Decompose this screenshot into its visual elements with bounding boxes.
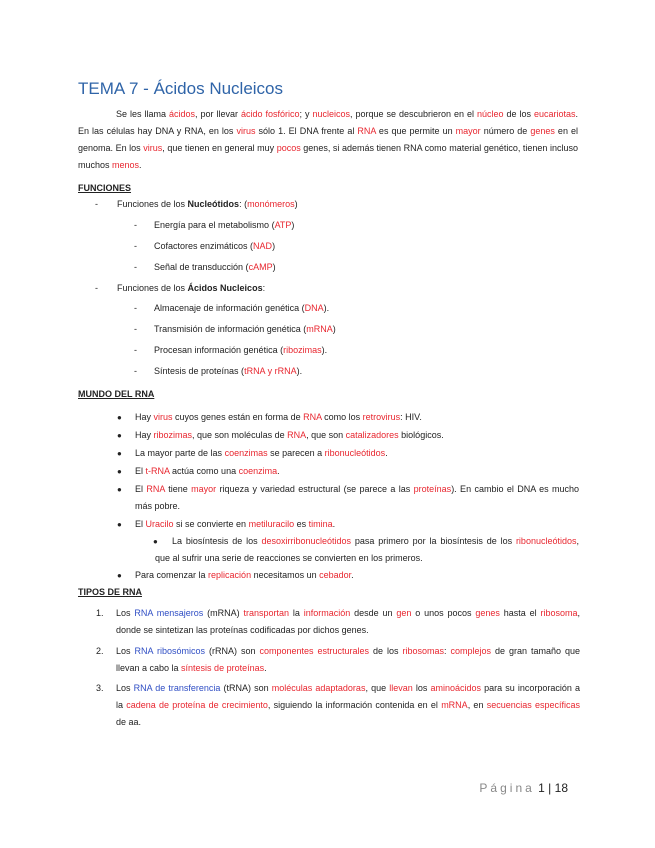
footer-label: Página <box>479 781 535 795</box>
text-run: desde un <box>350 608 397 618</box>
text-run: Ácidos Nucleicos <box>187 283 263 293</box>
text-run: Energía para el metabolismo ( <box>154 220 275 230</box>
text-run: llevan <box>389 683 413 693</box>
text-run: , por llevar <box>194 109 241 119</box>
bullet-icon: ● <box>117 520 122 529</box>
intro-paragraph <box>78 106 578 174</box>
text-run: RNA <box>357 126 376 136</box>
list-item-text <box>135 409 579 426</box>
text-run: se parecen a <box>267 448 325 458</box>
list-item-text <box>154 345 327 355</box>
text-run: moléculas adaptadoras <box>271 683 366 693</box>
text-run: RNA ribosómicos <box>134 646 206 656</box>
list-number: 2. <box>96 646 104 656</box>
text-run: El <box>135 519 146 529</box>
text-run: genes <box>475 608 500 618</box>
list-item-text <box>155 533 579 567</box>
heading-tipos-de-rna: TIPOS DE RNA <box>78 587 143 597</box>
text-run: ribonucleótidos <box>515 536 577 546</box>
text-run: , en <box>467 700 487 710</box>
text-run: tRNA y rRNA <box>244 366 297 376</box>
bullet-icon: ● <box>117 413 122 422</box>
text-run: catalizadores <box>345 430 399 440</box>
text-run: Funciones de los <box>117 199 188 209</box>
text-run: : <box>444 646 451 656</box>
list-item-text <box>154 241 275 251</box>
text-run: timina <box>308 519 333 529</box>
text-run: actúa como una <box>169 466 239 476</box>
list-item-text <box>154 303 329 313</box>
text-run: (tRNA) son <box>220 683 272 693</box>
text-run: en el genoma. En los <box>78 126 578 153</box>
text-run: de aa. <box>116 717 142 727</box>
footer-separator: | <box>548 781 552 795</box>
text-run: , que son moléculas de <box>192 430 288 440</box>
text-run: ribozimas <box>283 345 322 355</box>
text-run: pocos <box>276 143 301 153</box>
text-run: menos <box>112 160 140 170</box>
text-run: DNA <box>304 303 324 313</box>
text-run: gen <box>396 608 412 618</box>
text-run: Señal de transducción ( <box>154 262 249 272</box>
dash-marker: - <box>134 303 137 313</box>
text-run: , que al sufrir una serie de reacciones se convierten en los primeros. <box>155 536 579 563</box>
text-run: cuyos genes están en forma de <box>172 412 304 422</box>
text-run: secuencias específicas <box>486 700 580 710</box>
text-run: pasa primero por la biosíntesis de los <box>351 536 516 546</box>
text-run: ribosoma <box>540 608 578 618</box>
text-run: Los <box>116 646 135 656</box>
text-run: virus <box>143 143 163 153</box>
text-run: de los <box>369 646 403 656</box>
text-run: Nucleótidos <box>187 199 240 209</box>
dash-marker: - <box>134 345 137 355</box>
text-run: es <box>294 519 309 529</box>
list-item-text <box>135 567 579 584</box>
text-run: componentes estructurales <box>259 646 370 656</box>
page-footer <box>479 781 568 795</box>
text-run: RNA de transferencia <box>133 683 221 693</box>
text-run: mayor <box>455 126 481 136</box>
dash-marker: - <box>134 262 137 272</box>
text-run: ). <box>323 303 330 313</box>
dash-marker: - <box>95 199 98 209</box>
text-run: mRNA <box>306 324 333 334</box>
text-run: o unos pocos <box>411 608 476 618</box>
list-item-text <box>135 445 579 462</box>
footer-page-number: 1 <box>538 781 545 795</box>
text-run: , donde se sintetizan las proteínas codificadas por dichos genes. <box>116 608 581 635</box>
text-run: La biosíntesis de los <box>172 536 262 546</box>
text-run: , que tienen en general muy <box>162 143 277 153</box>
text-run: número de <box>480 126 531 136</box>
text-run: (rRNA) son <box>205 646 260 656</box>
text-run: aminoácidos <box>430 683 481 693</box>
text-run: . <box>332 519 336 529</box>
bullet-icon: ● <box>117 571 122 580</box>
text-run: RNA mensajeros <box>134 608 204 618</box>
text-run: como los <box>321 412 363 422</box>
list-item-text <box>154 324 336 334</box>
text-run: ribozimas <box>153 430 193 440</box>
text-run: retrovirus <box>362 412 401 422</box>
group-label <box>117 199 298 209</box>
text-run: mayor <box>191 484 217 494</box>
text-run: información <box>303 608 351 618</box>
text-run: , porque se descubrieron en el <box>349 109 477 119</box>
text-run: riqueza y variedad estructural (se parece a las <box>216 484 414 494</box>
text-run: cAMP <box>248 262 273 272</box>
text-run: virus <box>236 126 256 136</box>
text-run: replicación <box>208 570 252 580</box>
text-run: ) <box>332 324 336 334</box>
text-run: ) <box>294 199 298 209</box>
text-run: necesitamos un <box>251 570 320 580</box>
text-run: RNA <box>303 412 322 422</box>
dash-marker: - <box>134 220 137 230</box>
text-run: genes, si además tienen RNA como material genético, tienen incluso muchos <box>78 143 579 170</box>
bullet-icon: ● <box>117 431 122 440</box>
list-item-text <box>135 463 579 480</box>
text-run: Almacenaje de información genética ( <box>154 303 305 313</box>
page-title: TEMA 7 - Ácidos Nucleicos <box>78 79 284 98</box>
text-run: de los <box>503 109 534 119</box>
text-run: : <box>262 283 266 293</box>
tipos-list <box>96 605 580 735</box>
text-run: hasta el <box>499 608 541 618</box>
heading-mundo-del-rna: MUNDO DEL RNA <box>78 389 155 399</box>
text-run: El <box>135 484 147 494</box>
text-run: RNA <box>287 430 307 440</box>
text-run: genes <box>530 126 555 136</box>
list-item-text <box>154 366 302 376</box>
text-run: síntesis de proteínas <box>181 663 265 673</box>
text-run: , que son <box>306 430 346 440</box>
dash-marker: - <box>134 366 137 376</box>
text-run: ribonucleótidos <box>324 448 386 458</box>
text-run: ) <box>272 241 276 251</box>
text-run: Uracilo <box>145 519 174 529</box>
text-run: eucariotas <box>533 109 576 119</box>
text-run: Funciones de los <box>117 283 188 293</box>
list-item-text <box>135 427 579 444</box>
text-run: es que permite un <box>375 126 456 136</box>
list-item-text <box>135 516 579 533</box>
text-run: para su incorporación a la <box>116 683 580 710</box>
text-run: ) <box>272 262 276 272</box>
list-item-text <box>116 680 580 731</box>
dash-marker: - <box>95 283 98 293</box>
bullet-icon: ● <box>153 537 158 546</box>
text-run: Hay <box>135 412 154 422</box>
text-run: . <box>277 466 280 476</box>
text-run: los <box>412 683 431 693</box>
text-run: Cofactores enzimáticos ( <box>154 241 254 251</box>
text-run: El <box>135 466 146 476</box>
list-item-text <box>154 262 276 272</box>
text-run: t-RNA <box>145 466 170 476</box>
dash-marker: - <box>134 324 137 334</box>
list-number: 3. <box>96 683 104 693</box>
bullet-icon: ● <box>117 485 122 494</box>
text-run: : ( <box>239 199 248 209</box>
bullet-icon: ● <box>117 449 122 458</box>
text-run: proteínas <box>413 484 452 494</box>
text-run: desoxirribonucleótidos <box>261 536 352 546</box>
text-run: RNA <box>146 484 165 494</box>
text-run: , que <box>365 683 390 693</box>
text-run: ATP <box>274 220 292 230</box>
text-run: sólo 1. El DNA frente al <box>255 126 358 136</box>
text-run: Para comenzar la <box>135 570 209 580</box>
text-run: Se les llama <box>116 109 169 119</box>
text-run: Síntesis de proteínas ( <box>154 366 245 376</box>
text-run: , siguiendo la información contenida en el <box>267 700 442 710</box>
list-item-text <box>116 643 580 677</box>
text-run: ). <box>296 366 303 376</box>
text-run: Transmisión de información genética ( <box>154 324 307 334</box>
text-run: . En las células hay DNA y RNA, en los <box>78 109 578 136</box>
text-run: complejos <box>450 646 492 656</box>
text-run: cebador <box>319 570 352 580</box>
text-run: Los <box>116 608 135 618</box>
text-run: monómeros <box>247 199 295 209</box>
text-run: La mayor parte de las <box>135 448 225 458</box>
text-run: tiene <box>164 484 192 494</box>
text-run: NAD <box>253 241 273 251</box>
text-run: : HIV. <box>400 412 422 422</box>
text-run: ). En cambio el DNA es mucho más pobre. <box>135 484 579 511</box>
text-run: la <box>289 608 304 618</box>
footer-total-pages: 18 <box>554 781 568 795</box>
text-run: mRNA <box>441 700 468 710</box>
list-number: 1. <box>96 608 104 618</box>
text-run: núcleo <box>476 109 504 119</box>
text-run: ; y <box>299 109 313 119</box>
text-run: . <box>385 448 388 458</box>
text-run: transportan <box>243 608 289 618</box>
heading-funciones: FUNCIONES <box>78 183 132 193</box>
text-run: ). <box>321 345 328 355</box>
mundo-list <box>117 409 579 579</box>
text-run: . <box>139 160 142 170</box>
dash-marker: - <box>134 241 137 251</box>
text-run: (mRNA) <box>203 608 244 618</box>
text-run: ácido fosfórico <box>240 109 300 119</box>
text-run: Los <box>116 683 134 693</box>
text-run: ácidos <box>168 109 195 119</box>
text-run: ribosomas <box>402 646 444 656</box>
text-run: biológicos. <box>398 430 444 440</box>
text-run: metiluracilo <box>248 519 295 529</box>
text-run: . <box>351 570 354 580</box>
text-run: . <box>264 663 267 673</box>
group-label <box>117 283 265 293</box>
text-run: Hay <box>135 430 154 440</box>
text-run: Procesan información genética ( <box>154 345 284 355</box>
text-run: nucleicos <box>312 109 350 119</box>
list-item-text <box>154 220 294 230</box>
text-run: coenzimas <box>224 448 268 458</box>
text-run: de gran tamaño que llevan a cabo la <box>116 646 580 673</box>
text-run: ) <box>291 220 295 230</box>
text-run: virus <box>153 412 173 422</box>
list-item-text <box>135 481 579 515</box>
list-item-text <box>116 605 580 639</box>
text-run: coenzima <box>238 466 278 476</box>
bullet-icon: ● <box>117 467 122 476</box>
text-run: cadena de proteína de crecimiento <box>126 700 268 710</box>
text-run: si se convierte en <box>173 519 249 529</box>
